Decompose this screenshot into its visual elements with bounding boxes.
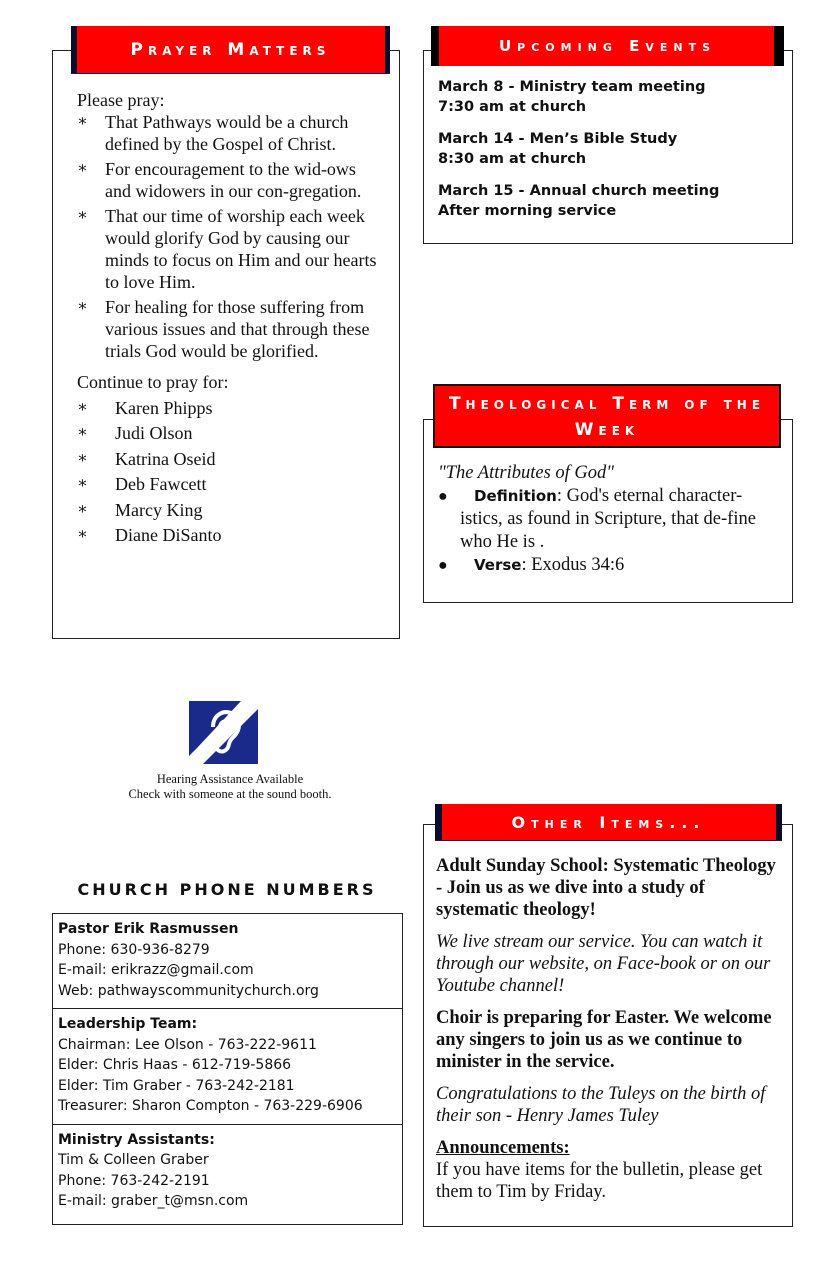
prayer-item-text: That our time of worship each week would glorify God by causing our minds to focus on Him and our hearts to love Him.	[105, 206, 377, 292]
events-list	[438, 77, 782, 233]
prayer-name: Diane DiSanto	[115, 525, 222, 546]
event-title: March 14 - Men’s Bible Study	[438, 131, 678, 147]
term-name: "The Attributes of God"	[438, 463, 615, 483]
theological-term-content	[438, 462, 780, 577]
prayer-item-text: That Pathways would be a church defined by the Gospel of Christ.	[105, 112, 349, 154]
prayer-item-text: For encouragement to the wid-ows and widowers in our con-gregation.	[105, 159, 362, 201]
prayer-content	[77, 89, 385, 548]
event-title: March 15 - Annual church meeting	[438, 183, 720, 199]
definition-item	[438, 485, 780, 554]
congrats-notice: Congratulations to the Tuleys on the birth of their son - Henry James Tuley	[436, 1084, 766, 1126]
event-detail: After morning service	[438, 203, 617, 219]
banner-shadow	[71, 26, 77, 73]
definition-text: : God's eternal character-istics, as found in Scripture, that de-fine who He is .	[460, 486, 756, 552]
asterisk-bullet-icon: ∗	[77, 424, 88, 442]
asterisk-bullet-icon: ∗	[77, 500, 88, 518]
event-item	[438, 77, 782, 117]
theological-term-title: Theological Term of the Week	[448, 394, 766, 440]
event-item	[438, 129, 782, 169]
event-title: March 8 - Ministry team meeting	[438, 79, 706, 95]
hearing-assistance-icon	[189, 701, 258, 764]
prayer-name-item	[77, 446, 385, 472]
assistants-names: Tim & Colleen Graber	[58, 1152, 209, 1168]
banner-shadow	[431, 26, 439, 66]
asterisk-bullet-icon: ∗	[77, 160, 88, 177]
sunday-school-notice: Adult Sunday School: Systematic Theology - Join us as we dive into a study of systematic theology!	[436, 856, 776, 920]
prayer-name: Judi Olson	[115, 423, 193, 444]
bullet-icon: ●	[438, 488, 448, 505]
other-items-banner	[435, 804, 782, 841]
prayer-matters-title: Prayer Matters	[130, 40, 331, 60]
pastor-section	[53, 914, 402, 1009]
prayer-item-text: For healing for those suffering from various issues and that through these trials God would be glorified.	[105, 297, 370, 361]
upcoming-events-banner	[431, 26, 784, 66]
assistants-section	[53, 1125, 402, 1224]
asterisk-bullet-icon: ∗	[77, 113, 88, 130]
asterisk-bullet-icon: ∗	[77, 475, 88, 493]
prayer-intro: Please pray:	[77, 90, 165, 110]
leadership-line: Treasurer: Sharon Compton - 763-229-6906	[58, 1098, 363, 1114]
other-items-panel	[423, 824, 793, 1227]
livestream-notice: We live stream our service. You can watch it through our website, on Face-book or on our Youtube channel!	[436, 932, 771, 996]
term-title	[438, 462, 780, 485]
assistants-heading: Ministry Assistants:	[58, 1131, 215, 1148]
announcements-text: If you have items for the bulletin, please get them to Tim by Friday.	[436, 1160, 763, 1202]
assistants-phone: Phone: 763-242-2191	[58, 1172, 210, 1189]
event-detail: 7:30 am at church	[438, 99, 587, 115]
definition-label: Definition	[474, 487, 557, 505]
continue-to-pray-label: Continue to pray for:	[77, 372, 229, 392]
asterisk-bullet-icon: ∗	[77, 526, 88, 544]
banner-shadow	[776, 804, 782, 840]
prayer-name-item	[77, 472, 385, 498]
pastor-email[interactable]: E-mail: erikrazz@gmail.com	[58, 962, 254, 978]
leadership-section	[53, 1009, 402, 1125]
hearing-line-1: Hearing Assistance Available	[156, 772, 304, 786]
asterisk-bullet-icon: ∗	[77, 449, 88, 467]
verse-item	[438, 554, 780, 577]
leadership-line: Chairman: Lee Olson - 763-222-9611	[58, 1036, 317, 1053]
choir-notice: Choir is preparing for Easter. We welcome any singers to join us as we continue to minister in the service.	[436, 1008, 772, 1072]
leadership-line: Elder: Tim Graber - 763-242-2181	[58, 1077, 295, 1094]
event-item	[438, 181, 782, 221]
pastor-heading: Pastor Erik Rasmussen	[58, 921, 239, 937]
prayer-name-item	[77, 395, 385, 421]
prayer-name: Deb Fawcett	[115, 474, 207, 495]
prayer-name: Katrina Oseid	[115, 448, 216, 469]
theological-term-banner	[433, 384, 781, 448]
prayer-matters-banner	[71, 26, 390, 74]
assistants-email[interactable]: E-mail: graber_t@msn.com	[58, 1193, 249, 1209]
bullet-icon: ●	[438, 557, 448, 574]
hearing-ear-icon	[189, 701, 258, 764]
hearing-assistance-text	[60, 772, 400, 802]
pastor-web[interactable]: Web: pathwayscommunitychurch.org	[58, 982, 319, 999]
asterisk-bullet-icon: ∗	[77, 398, 88, 416]
banner-shadow	[435, 804, 442, 840]
pastor-phone: Phone: 630-936-8279	[58, 941, 210, 958]
prayer-name-item	[77, 497, 385, 523]
prayer-matters-panel	[52, 50, 400, 639]
leadership-line: Elder: Chris Haas - 612-719-5866	[58, 1057, 292, 1073]
phone-numbers-title: CHURCH PHONE NUMBERS	[77, 880, 377, 899]
banner-shadow	[774, 26, 784, 66]
announcements-heading: Announcements:	[436, 1138, 570, 1158]
prayer-item	[77, 158, 385, 202]
verse-text-wrap	[460, 554, 780, 577]
prayer-name: Marcy King	[115, 499, 203, 520]
phone-numbers-table	[52, 913, 403, 1225]
other-items-title: Other Items...	[511, 813, 706, 832]
prayer-name: Karen Phipps	[115, 397, 213, 418]
leadership-heading: Leadership Team:	[58, 1016, 198, 1032]
prayer-name-item	[77, 523, 385, 549]
upcoming-events-title: Upcoming Events	[498, 37, 717, 55]
banner-shadow	[385, 26, 390, 73]
event-detail: 8:30 am at church	[438, 151, 587, 167]
definition-text-wrap	[460, 485, 780, 554]
asterisk-bullet-icon: ∗	[77, 207, 88, 224]
prayer-item	[77, 296, 385, 362]
other-items-content	[436, 855, 780, 1203]
prayer-item	[77, 111, 385, 155]
hearing-line-2: Check with someone at the sound booth.	[128, 787, 332, 801]
prayer-item	[77, 205, 385, 293]
upcoming-events-panel	[423, 50, 793, 244]
verse-label: Verse	[474, 556, 522, 574]
asterisk-bullet-icon: ∗	[77, 298, 88, 315]
verse-text: : Exodus 34:6	[521, 555, 625, 575]
prayer-name-item	[77, 421, 385, 447]
